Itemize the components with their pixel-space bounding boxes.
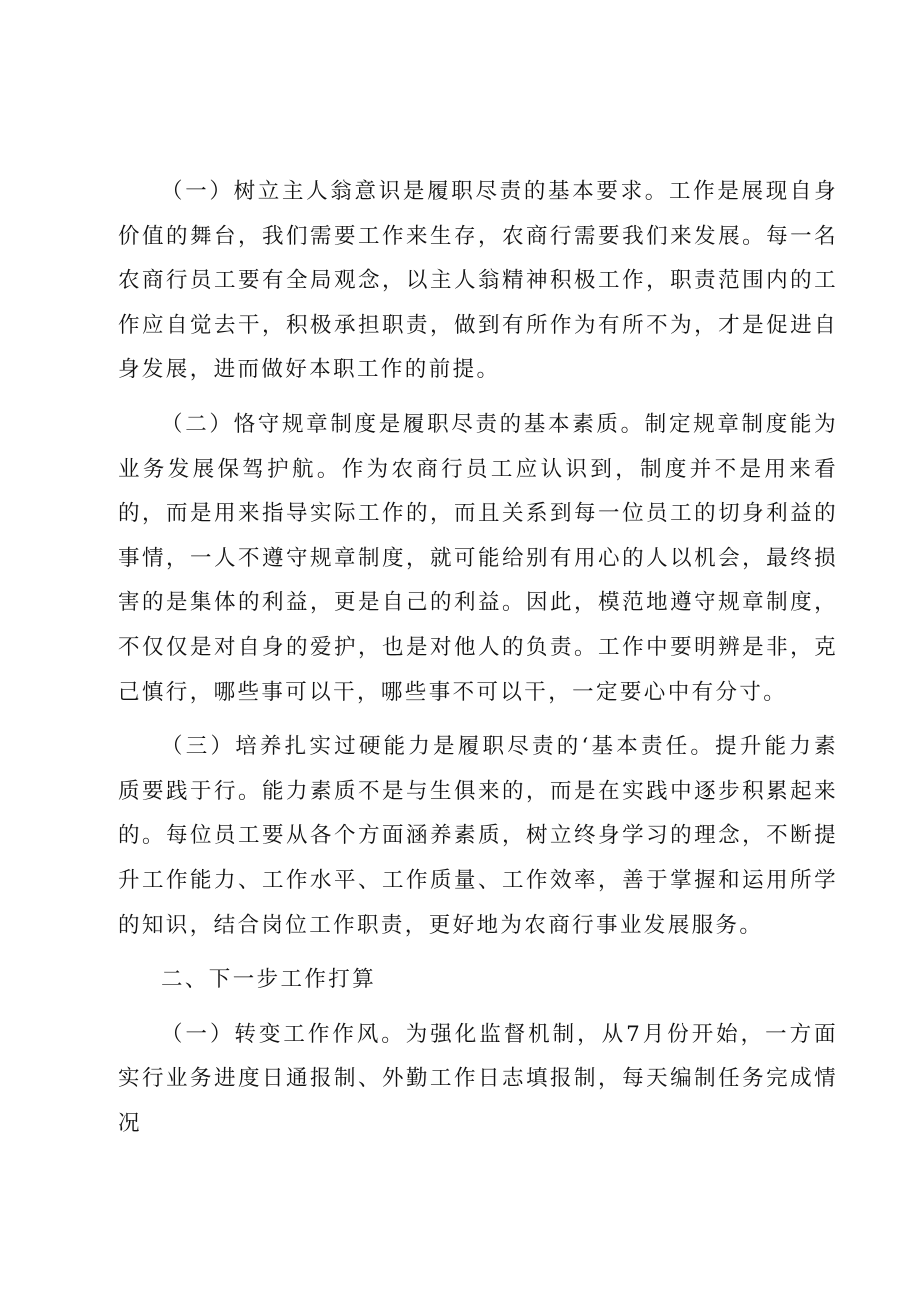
paragraph-3: （三）培养扎实过硬能力是履职尽责的‘基本责任。提升能力素质要践于行。能力素质不是与生俱来的，而是在实践中逐步积累起来的。每位员工要从各个方面涵养素质，树立终身学习的理念，不断提升工作能力、工作水平、工作质量、工作效率，善于掌握和运用所学的知识，结合岗位工作职责，更好地为农商行事业发展服务。: [118, 734, 838, 938]
paragraph-4: （一）转变工作作风。为强化监督机制，从7月份开始，一方面实行业务进度日通报制、外勤工作日志填报制，每天编制任务完成情况: [118, 1021, 838, 1136]
document-body: [118, 170, 838, 1156]
paragraph-1: （一）树立主人翁意识是履职尽责的基本要求。工作是展现自身价值的舞台，我们需要工作来生存，农商行需要我们来发展。每一名农商行员工要有全局观念，以主人翁精神积极工作，职责范围内的工作应自觉去干，积极承担职责，做到有所作为有所不为，才是促进自身发展，进而做好本职工作的前提。: [118, 179, 838, 383]
section-heading: 二、下一步工作打算: [161, 967, 377, 993]
paragraph-2: （二）恪守规章制度是履职尽责的基本素质。制定规章制度能为业务发展保驾护航。作为农商行员工应认识到，制度并不是用来看的，而是用来指导实际工作的，而且关系到每一位员工的切身利益的事情，一人不遵守规章制度，就可能给别有用心的人以机会，最终损害的是集体的利益，更是自己的利益。因此，模范地遵守规章制度，不仅仅是对自身的爱护，也是对他人的负责。工作中要明辨是非，克己慎行，哪些事可以干，哪些事不可以干，一定要心中有分寸。: [118, 411, 838, 705]
